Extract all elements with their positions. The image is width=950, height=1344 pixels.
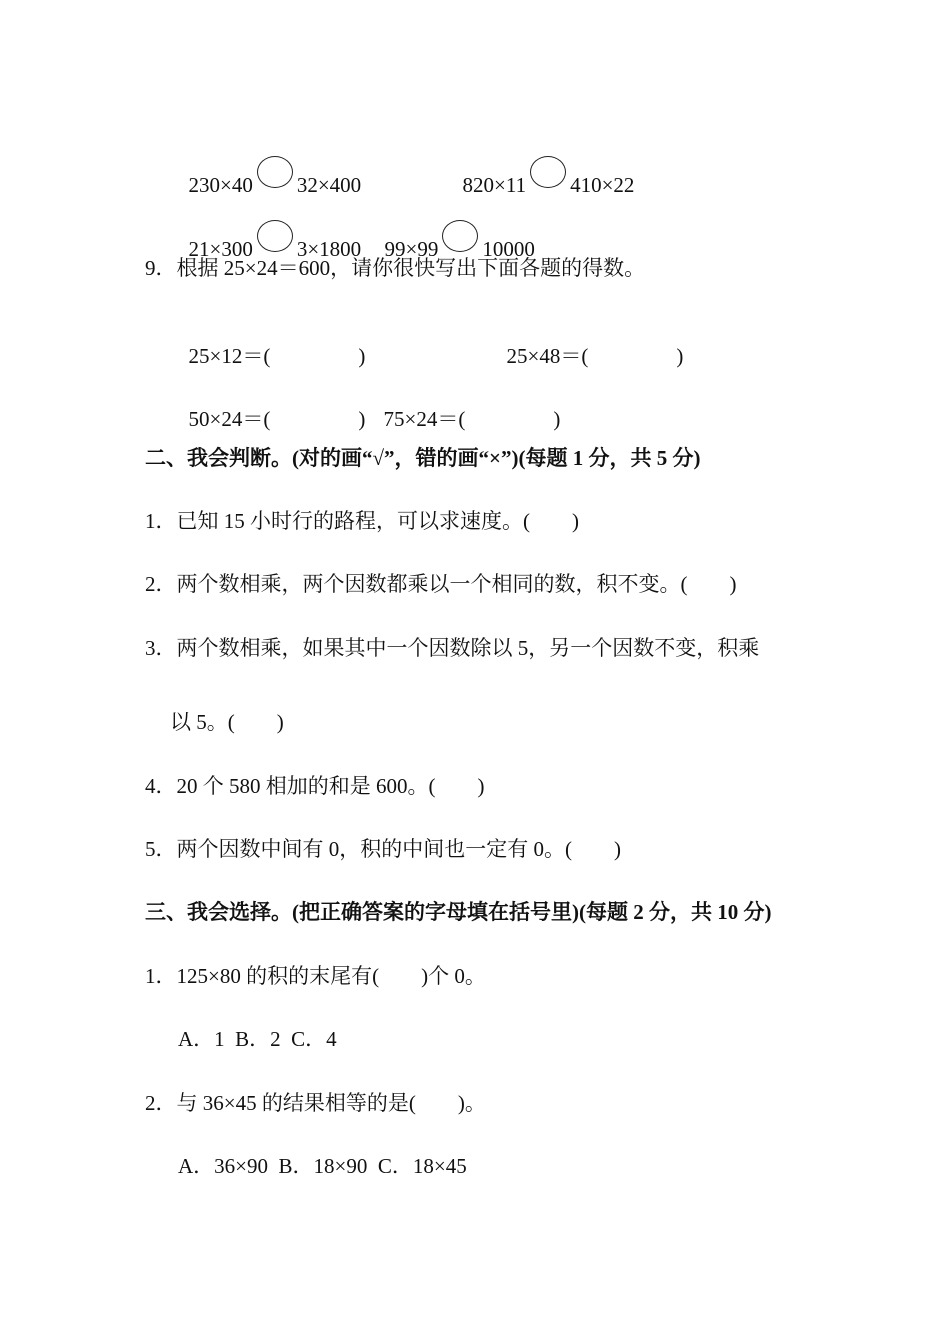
compare-left-expr: 820×11 — [462, 173, 527, 197]
compare-row-2 — [178, 196, 361, 261]
judge-item-3: 3．两个数相乘，如果其中一个因数除以 5，另一个因数不变，积乘 — [145, 636, 760, 660]
compare-circle-blank[interactable] — [257, 220, 293, 252]
compare-circle-blank[interactable] — [442, 220, 478, 252]
compare-row-1 — [178, 132, 361, 197]
choice-question-2: 2．与 36×45 的结果相等的是( )。 — [145, 1091, 486, 1115]
q9-expr: 75×24＝( — [383, 407, 466, 431]
q9-close-paren: ) — [553, 407, 561, 431]
choice-options-2: A．36×90 B．18×90 C．18×45 — [178, 1154, 467, 1178]
compare-row-2b — [374, 196, 535, 261]
judge-item-2: 2．两个数相乘，两个因数都乘以一个相同的数，积不变。( ) — [145, 572, 737, 596]
compare-circle-blank[interactable] — [257, 156, 293, 188]
q9-item — [178, 320, 365, 368]
compare-right-expr: 3×1800 — [296, 237, 362, 261]
judge-item-4: 4．20 个 580 相加的和是 600。( ) — [145, 774, 485, 798]
q9-close-paren: ) — [358, 344, 366, 368]
q9-item — [496, 320, 683, 368]
q9-item — [178, 383, 365, 431]
compare-circle-blank[interactable] — [530, 156, 566, 188]
compare-left-expr: 21×300 — [188, 237, 253, 261]
choice-options-1: A．1 B．2 C．4 — [178, 1027, 337, 1051]
q9-close-paren: ) — [358, 407, 366, 431]
compare-right-expr: 410×22 — [570, 173, 635, 197]
compare-right-expr: 10000 — [482, 237, 535, 261]
section-2-heading: 二、我会判断。(对的画“√”，错的画“×”)(每题 1 分，共 5 分) — [145, 446, 701, 470]
q9-expr: 25×48＝( — [506, 344, 589, 368]
q9-expr: 50×24＝( — [188, 407, 271, 431]
compare-right-expr: 32×400 — [296, 173, 362, 197]
q9-close-paren: ) — [676, 344, 684, 368]
compare-left-expr: 230×40 — [188, 173, 253, 197]
compare-left-expr: 99×99 — [384, 237, 439, 261]
judge-item-5: 5．两个因数中间有 0，积的中间也一定有 0。( ) — [145, 837, 621, 861]
q9-expr: 25×12＝( — [188, 344, 271, 368]
q9-prompt: 9．根据 25×24＝600，请你很快写出下面各题的得数。 — [145, 256, 646, 280]
compare-row-1b — [452, 132, 634, 197]
q9-item — [373, 383, 560, 431]
choice-question-1: 1．125×80 的积的末尾有( )个 0。 — [145, 964, 486, 988]
judge-item-1: 1．已知 15 小时行的路程，可以求速度。( ) — [145, 509, 579, 533]
judge-item-3-cont: 以 5。( ) — [170, 710, 284, 734]
section-3-heading: 三、我会选择。(把正确答案的字母填在括号里)(每题 2 分，共 10 分) — [145, 900, 772, 924]
